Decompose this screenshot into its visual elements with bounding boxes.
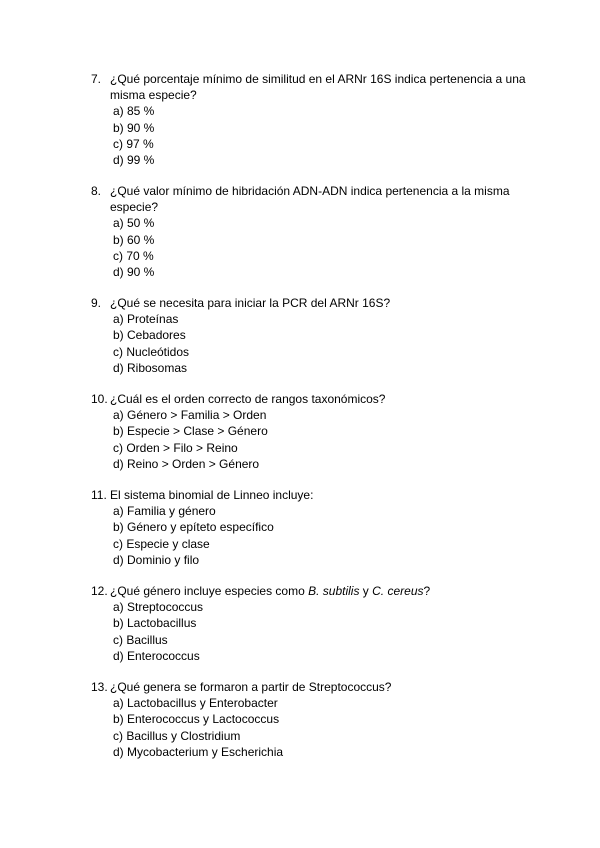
- question-number: 8.: [91, 184, 102, 198]
- species-name: B. subtilis: [308, 584, 360, 598]
- answer-options: [91, 103, 551, 168]
- question-text: ¿Qué género incluye especies como B. subtilis y C. cereus?: [110, 584, 431, 598]
- question-12: [91, 583, 551, 664]
- answer-options: [91, 503, 551, 568]
- option-b: b) Lactobacillus: [113, 616, 197, 631]
- option-a: a) Género > Familia > Orden: [113, 408, 267, 423]
- option-b: b) 90 %: [113, 120, 155, 135]
- option-a: a) Proteínas: [113, 312, 179, 327]
- option-a: a) Familia y género: [113, 504, 216, 519]
- answer-options: [91, 599, 551, 664]
- question-number: 12.: [91, 584, 108, 598]
- option-c: c) 70 %: [113, 248, 154, 263]
- question-number: 9.: [91, 296, 102, 310]
- answer-options: [91, 215, 551, 280]
- option-d: d) Reino > Orden > Género: [113, 456, 260, 471]
- option-c: c) Bacillus: [113, 632, 168, 647]
- option-d: d) Enterococcus: [113, 648, 200, 663]
- option-a: a) Streptococcus: [113, 600, 204, 615]
- option-b: b) Género y epíteto específico: [113, 520, 274, 535]
- question-9: [91, 295, 551, 376]
- option-c: c) Nucleótidos: [113, 344, 190, 359]
- option-c: c) Especie y clase: [113, 536, 210, 551]
- option-b: b) Enterococcus y Lactococcus: [113, 712, 280, 727]
- answer-options: [91, 311, 551, 376]
- species-name: C. cereus: [372, 584, 424, 598]
- option-d: d) 90 %: [113, 265, 155, 280]
- option-c: c) 97 %: [113, 136, 154, 151]
- option-a: a) Lactobacillus y Enterobacter: [113, 696, 278, 711]
- option-d: d) Dominio y filo: [113, 552, 200, 567]
- question-13: [91, 679, 551, 760]
- question-number: 7.: [91, 72, 102, 86]
- question-11: [91, 487, 551, 568]
- question-8: [91, 183, 551, 280]
- question-10: [91, 391, 551, 472]
- option-b: b) Cebadores: [113, 328, 186, 343]
- question-7: [91, 71, 551, 168]
- option-d: d) 99 %: [113, 153, 155, 168]
- option-c: c) Bacillus y Clostridium: [113, 728, 241, 743]
- question-number: 11.: [91, 488, 107, 502]
- question-text: ¿Qué se necesita para iniciar la PCR del ARNr 16S?: [110, 296, 391, 310]
- option-a: a) 50 %: [113, 216, 155, 231]
- question-text: ¿Qué genera se formaron a partir de Streptococcus?: [110, 680, 392, 694]
- option-d: d) Ribosomas: [113, 360, 188, 375]
- question-text: ¿Qué porcentaje mínimo de similitud en el ARNr 16S indica pertenencia a una misma especie?: [110, 72, 526, 103]
- question-number: 10.: [91, 392, 108, 406]
- option-b: b) Especie > Clase > Género: [113, 424, 268, 439]
- option-c: c) Orden > Filo > Reino: [113, 440, 238, 455]
- question-text: ¿Qué valor mínimo de hibridación ADN-ADN indica pertenencia a la misma especie?: [110, 184, 510, 215]
- option-a: a) 85 %: [113, 104, 155, 119]
- question-text: ¿Cuál es el orden correcto de rangos taxonómicos?: [110, 392, 386, 406]
- answer-options: [91, 407, 551, 472]
- answer-options: [91, 695, 551, 760]
- question-number: 13.: [91, 680, 108, 694]
- option-d: d) Mycobacterium y Escherichia: [113, 744, 284, 759]
- option-b: b) 60 %: [113, 232, 155, 247]
- question-text: El sistema binomial de Linneo incluye:: [110, 488, 314, 502]
